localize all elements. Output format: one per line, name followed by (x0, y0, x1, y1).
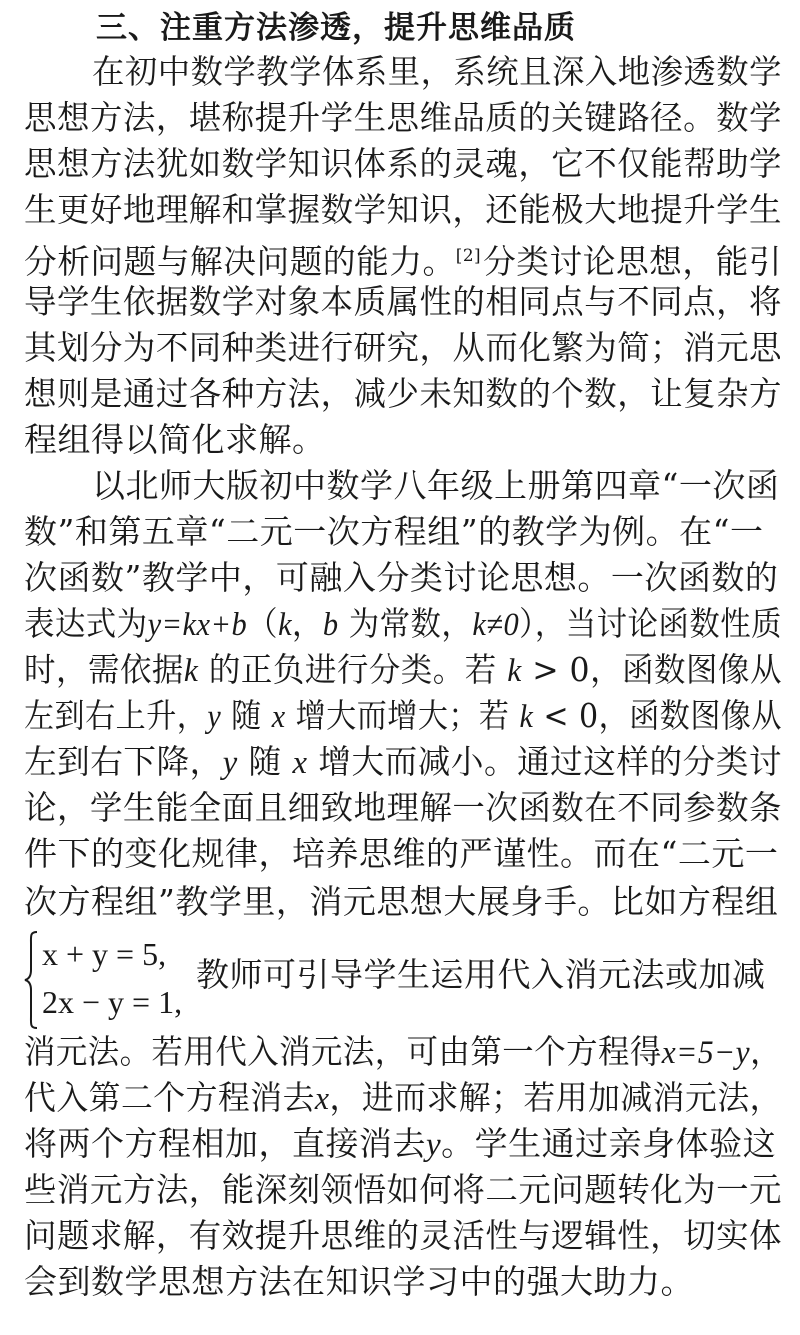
text-line (24, 1030, 782, 1075)
text-span: 左到右上升， (24, 696, 208, 735)
text-span: （ (247, 604, 279, 643)
text-line (24, 602, 782, 647)
text-span: 分析问题与解决问题的能力。 (24, 242, 456, 281)
math-var: k (278, 607, 293, 643)
text-line (24, 234, 782, 284)
text-line: 以北师大版初中数学八年级上册第四章“一次函 (92, 466, 780, 505)
text-span: ，进而求解；若用加减消元法， (329, 1078, 782, 1117)
text-line (24, 740, 782, 785)
text-line: 论，学生能全面且细致地理解一次函数在不同参数条 (24, 788, 782, 827)
text-line: 在初中数学教学体系里，系统且深入地渗透数学 (92, 52, 782, 91)
citation-ref: [2] (455, 246, 482, 266)
text-line: 次函数”教学中，可融入分类讨论思想。一次函数的 (24, 558, 779, 597)
text-span: 为常数， (338, 604, 473, 643)
math-var: y (426, 1127, 442, 1163)
text-line: 想则是通过各种方法，减少未知数的个数，让复杂方 (24, 374, 782, 413)
text-line: 些消元方法，能深刻领悟如何将二元问题转化为一元 (24, 1170, 782, 1209)
text-line: 生更好地理解和掌握数学知识，还能极大地提升学生 (24, 190, 782, 229)
math-expr: x=5−y (661, 1035, 751, 1071)
text-span: > 0，函数图像从 (521, 650, 782, 689)
text-span: 时，需依据 (24, 650, 184, 689)
text-line (24, 648, 782, 693)
text-span: 随 (221, 696, 272, 735)
text-span: 增大而增大；若 (285, 696, 520, 735)
equation-1: x + y = 5, (42, 936, 167, 972)
text-span: 。学生通过亲身体验这 (441, 1124, 777, 1163)
text-line: 其划分为不同种类进行研究，从而化繁为简；消元思 (24, 328, 782, 367)
text-line (24, 694, 782, 739)
text-line: 问题求解，有效提升思维的灵活性与逻辑性，切实体 (24, 1216, 782, 1255)
section-heading: 三、注重方法渗透，提升思维品质 (96, 10, 576, 46)
text-span: 左到右下降， (24, 742, 223, 781)
math-var: x (314, 1081, 330, 1117)
text-span: 消元法。若用代入消元法，可由第一个方程得 (24, 1032, 662, 1071)
text-span: ， (750, 1032, 782, 1071)
text-line: 教师可引导学生运用代入消元法或加减 (196, 955, 766, 994)
text-line: 导学生依据数学对象本质属性的相同点与不同点，将 (24, 282, 782, 321)
text-span: 随 (237, 742, 293, 781)
text-span: 的正负进行分类。若 (198, 650, 508, 689)
text-span: ， (292, 604, 323, 643)
text-line (24, 1076, 782, 1121)
math-var: k (183, 653, 199, 689)
text-line: 会到数学思想方法在知识学习中的强大助力。 (24, 1262, 694, 1301)
math-var: x (271, 699, 286, 735)
math-var: x (292, 745, 308, 781)
text-line: 数”和第五章“二元一次方程组”的教学为例。在“一 (24, 512, 764, 551)
math-expr: k≠0 (472, 607, 520, 643)
text-line: 思想方法犹如数学知识体系的灵魂，它不仅能帮助学 (24, 144, 782, 183)
text-span: 增大而减小。通过这样的分类讨 (307, 742, 782, 781)
text-span: 代入第二个方程消去 (24, 1078, 315, 1117)
text-span: 将两个方程相加，直接消去 (24, 1124, 426, 1163)
math-var: k (519, 699, 534, 735)
brace-icon (24, 930, 38, 1030)
math-var: y (222, 745, 238, 781)
text-span: ），当讨论函数性质 (519, 604, 782, 643)
text-line: 程组得以简化求解。 (24, 420, 326, 459)
text-line (24, 1122, 776, 1167)
equation-system (24, 930, 194, 1030)
text-span: < 0，函数图像从 (533, 696, 782, 735)
text-span: 分类讨论思想，能引 (483, 242, 782, 281)
text-line: 件下的变化规律，培养思维的严谨性。而在“二元一 (24, 834, 779, 873)
math-var: k (507, 653, 522, 689)
text-line: 次方程组”教学里，消元思想大展身手。比如方程组 (24, 882, 779, 921)
text-span: 表达式为 (24, 604, 148, 643)
math-expr: y=kx+b (147, 607, 248, 643)
math-var: y (207, 699, 222, 735)
text-line: 思想方法，堪称提升学生思维品质的关键路径。数学 (24, 98, 782, 137)
math-var: b (322, 607, 339, 643)
equation-2: 2x − y = 1, (42, 984, 183, 1020)
